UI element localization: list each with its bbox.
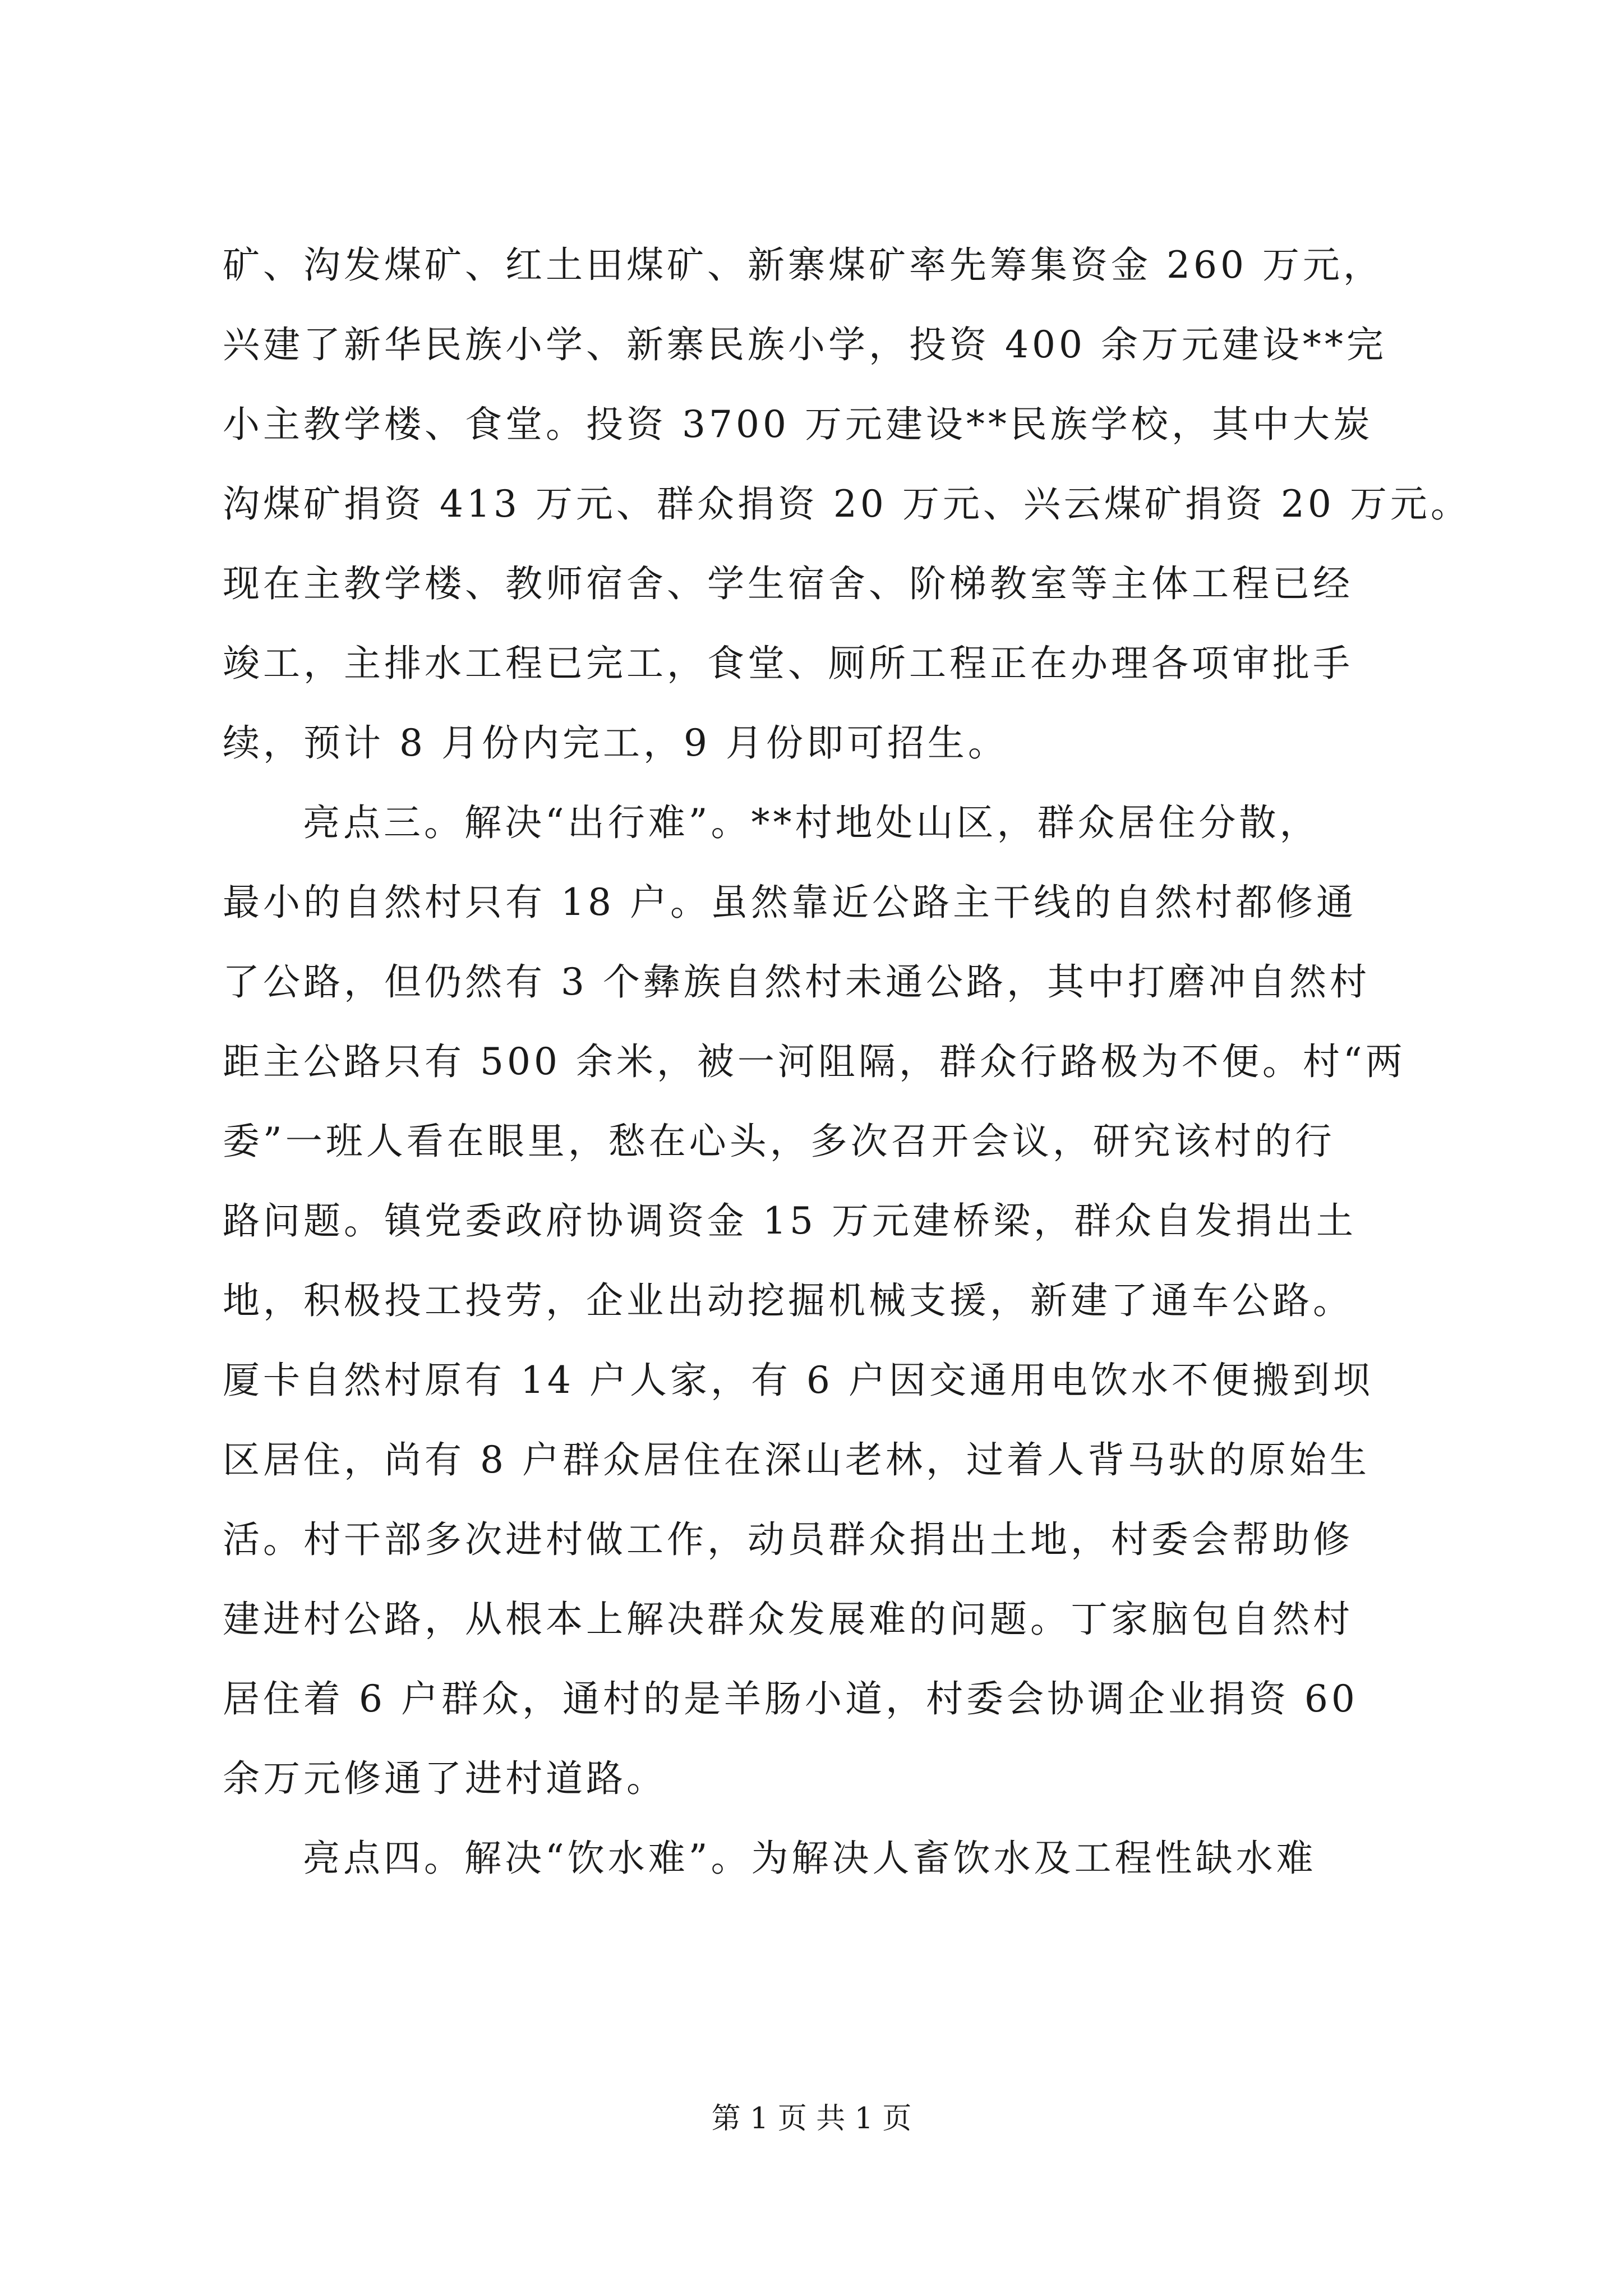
text-line: 兴建了新华民族小学、新寨民族小学，投资 400 余万元建设**完: [223, 323, 1387, 366]
paragraph-start-line: 亮点四。解决“饮水难”。为解决人畜饮水及工程性缺水难: [303, 1837, 1317, 1880]
text-line: 委”一班人看在眼里，愁在心头，多次召开会议，研究该村的行: [223, 1120, 1335, 1163]
text-line: 距主公路只有 500 余米，被一河阻隔，群众行路极为不便。村“两: [223, 1040, 1406, 1083]
text-line: 矿、沟发煤矿、红土田煤矿、新寨煤矿率先筹集资金 260 万元，: [223, 243, 1384, 287]
text-line: 现在主教学楼、教师宿舍、学生宿舍、阶梯教室等主体工程已经: [223, 562, 1353, 605]
text-line: 地，积极投工投劳，企业出动挖掘机械支援，新建了通车公路。: [223, 1279, 1353, 1322]
text-line: 建进村公路，从根本上解决群众发展难的问题。丁家脑包自然村: [223, 1598, 1353, 1641]
text-line: 活。村干部多次进村做工作，动员群众捐出土地，村委会帮助修: [223, 1518, 1353, 1561]
text-line: 沟煤矿捐资 413 万元、群众捐资 20 万元、兴云煤矿捐资 20 万元。: [223, 482, 1471, 526]
text-line: 了公路，但仍然有 3 个彝族自然村未通公路，其中打磨冲自然村: [223, 960, 1370, 1004]
text-line: 居住着 6 户群众，通村的是羊肠小道，村委会协调企业捐资 60: [223, 1677, 1358, 1720]
paragraph-start-line: 亮点三。解决“出行难”。**村地处山区，群众居住分散，: [303, 801, 1320, 844]
text-line: 厦卡自然村原有 14 户人家，有 6 户因交通用电饮水不便搬到坝: [223, 1359, 1373, 1402]
text-line: 竣工，主排水工程已完工，食堂、厕所工程正在办理各项审批手: [223, 642, 1353, 685]
page-footer: 第 1 页 共 1 页: [711, 2102, 912, 2136]
text-line: 路问题。镇党委政府协调资金 15 万元建桥梁，群众自发捐出土: [223, 1199, 1357, 1243]
text-line: 续，预计 8 月份内完工，9 月份即可招生。: [223, 721, 1008, 765]
text-line: 余万元修通了进村道路。: [223, 1757, 667, 1800]
text-line: 最小的自然村只有 18 户。虽然靠近公路主干线的自然村都修通: [223, 881, 1357, 924]
text-line: 小主教学楼、食堂。投资 3700 万元建设**民族学校，其中大炭: [223, 403, 1373, 446]
text-line: 区居住，尚有 8 户群众居住在深山老林，过着人背马驮的原始生: [223, 1438, 1370, 1481]
